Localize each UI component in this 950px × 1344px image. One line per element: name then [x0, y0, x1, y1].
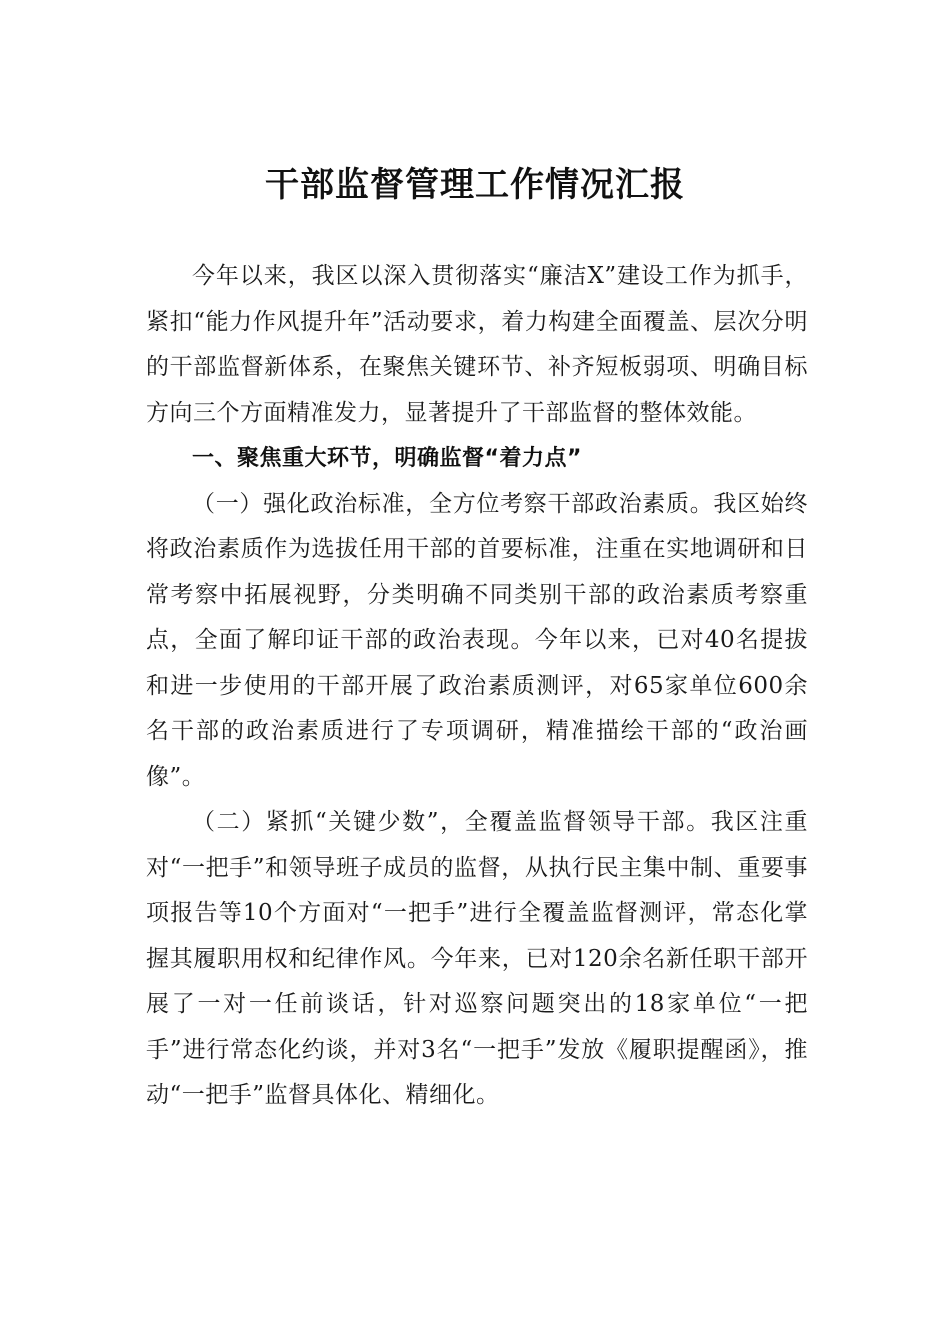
section-heading-1: 一、聚焦重大环节，明确监督“着力点” — [192, 446, 582, 471]
subsection-paragraph-2: （二）紧抓“关键少数”，全覆盖监督领导干部。我区注重对“一把手”和领导班子成员的监督，从执行民主集中制、重要事项报告等10个方面对“一把手”进行全覆盖监督测评，常态化掌握其履职用权和纪律作风。今年来，已对120余名新任职干部开展了一对一任前谈话，针对巡察问题突出的18家单位“一把手”进行常态化约谈，并对3名“一把手”发放《履职提醒函》，推动“一把手”监督具体化、精细化。 — [146, 809, 808, 1108]
subsection-paragraph-1: （一）强化政治标准，全方位考察干部政治素质。我区始终将政治素质作为选拔任用干部的首要标准，注重在实地调研和日常考察中拓展视野，分类明确不同类别干部的政治素质考察重点，全面了解印证干部的政治表现。今年以来，已对40名提拔和进一步使用的干部开展了政治素质测评，对65家单位600余名干部的政治素质进行了专项调研，精准描绘干部的“政治画像”。 — [146, 490, 808, 790]
document-title: 干部监督管理工作情况汇报 — [265, 165, 685, 205]
intro-paragraph: 今年以来，我区以深入贯彻落实“廉洁X”建设工作为抓手，紧扣“能力作风提升年”活动要求，着力构建全面覆盖、层次分明的干部监督新体系，在聚焦关键环节、补齐短板弱项、明确目标方向三个方面精准发力，显著提升了干部监督的整体效能。 — [146, 263, 808, 426]
document-body — [146, 254, 808, 1119]
